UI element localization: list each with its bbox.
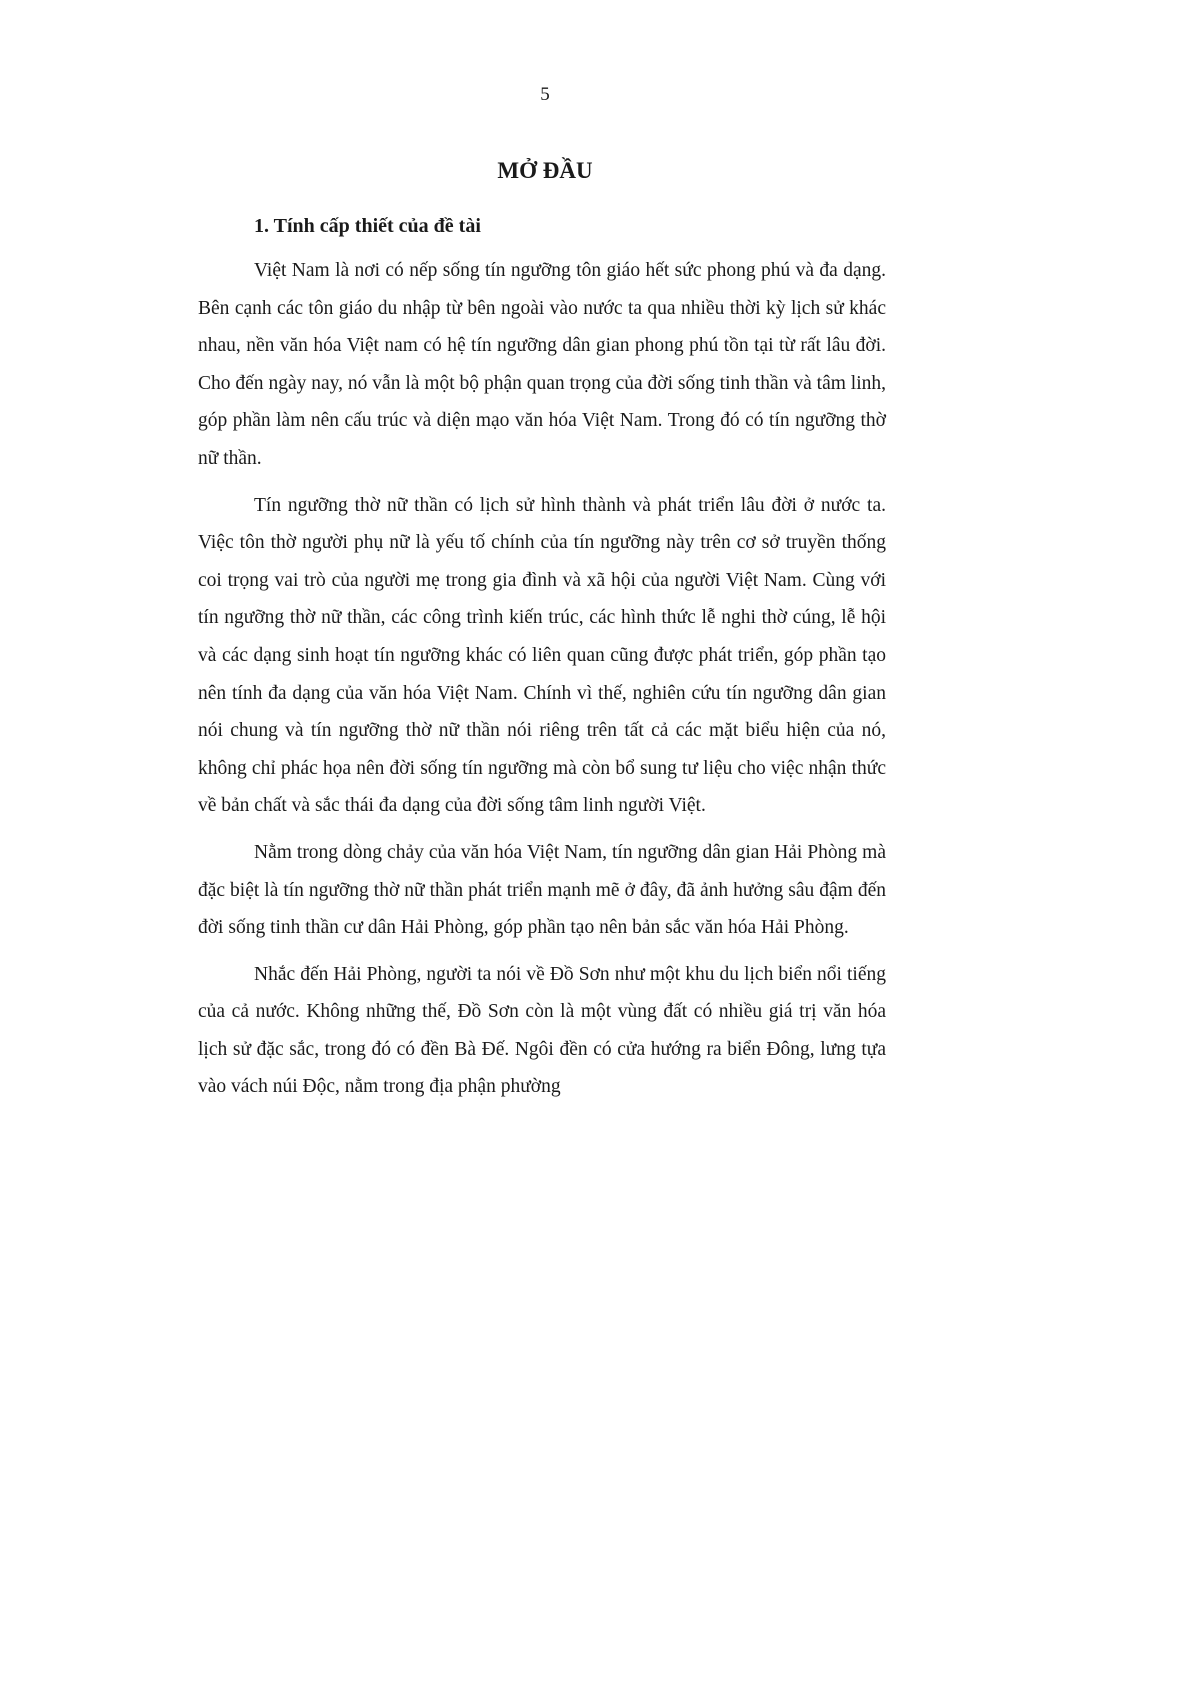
paragraph-1: Việt Nam là nơi có nếp sống tín ngưỡng tôn giáo hết sức phong phú và đa dạng. Bên cạnh các tôn giáo du nhập từ bên ngoài vào nước ta qua nhiều thời kỳ lịch sử khác nhau, nền văn hóa Việt nam có hệ tín ngưỡng dân gian phong phú tồn tại từ rất lâu đời. Cho đến ngày nay, nó vẫn là một bộ phận quan trọng của đời sống tinh thần và tâm linh, góp phần làm nên cấu trúc và diện mạo văn hóa Việt Nam. Trong đó có tín ngưỡng thờ nữ thần. (198, 260, 886, 469)
chapter-title: MỞ ĐẦU (497, 158, 593, 183)
page-content (198, 150, 886, 1106)
paragraph-4: Nhắc đến Hải Phòng, người ta nói về Đồ Sơn như một khu du lịch biển nổi tiếng của cả nước. Không những thế, Đồ Sơn còn là một vùng đất có nhiều giá trị văn hóa lịch sử đặc sắc, trong đó có đền Bà Đế. Ngôi đền có cửa hướng ra biển Đông, lưng tựa vào vách núi Độc, nằm trong địa phận phường (198, 963, 886, 1098)
page-number: 5 (540, 84, 550, 105)
section-heading: 1. Tính cấp thiết của đề tài (254, 215, 481, 237)
paragraph-3: Nằm trong dòng chảy của văn hóa Việt Nam, tín ngưỡng dân gian Hải Phòng mà đặc biệt là tín ngưỡng thờ nữ thần phát triển mạnh mẽ ở đây, đã ảnh hưởng sâu đậm đến đời sống tinh thần cư dân Hải Phòng, góp phần tạo nên bản sắc văn hóa Hải Phòng. (198, 841, 886, 939)
paragraph-2: Tín ngưỡng thờ nữ thần có lịch sử hình thành và phát triển lâu đời ở nước ta. Việc tôn thờ người phụ nữ là yếu tố chính của tín ngưỡng này trên cơ sở truyền thống coi trọng vai trò của người mẹ trong gia đình và xã hội của người Việt Nam. Cùng với tín ngưỡng thờ nữ thần, các công trình kiến trúc, các hình thức lễ nghi thờ cúng, lễ hội và các dạng sinh hoạt tín ngưỡng khác có liên quan cũng được phát triển, góp phần tạo nên tính đa dạng của văn hóa Việt Nam. Chính vì thế, nghiên cứu tín ngưỡng dân gian nói chung và tín ngưỡng thờ nữ thần nói riêng trên tất cả các mặt biểu hiện của nó, không chỉ phác họa nên đời sống tín ngưỡng mà còn bổ sung tư liệu cho việc nhận thức về bản chất và sắc thái đa dạng của đời sống tâm linh người Việt. (198, 494, 886, 817)
